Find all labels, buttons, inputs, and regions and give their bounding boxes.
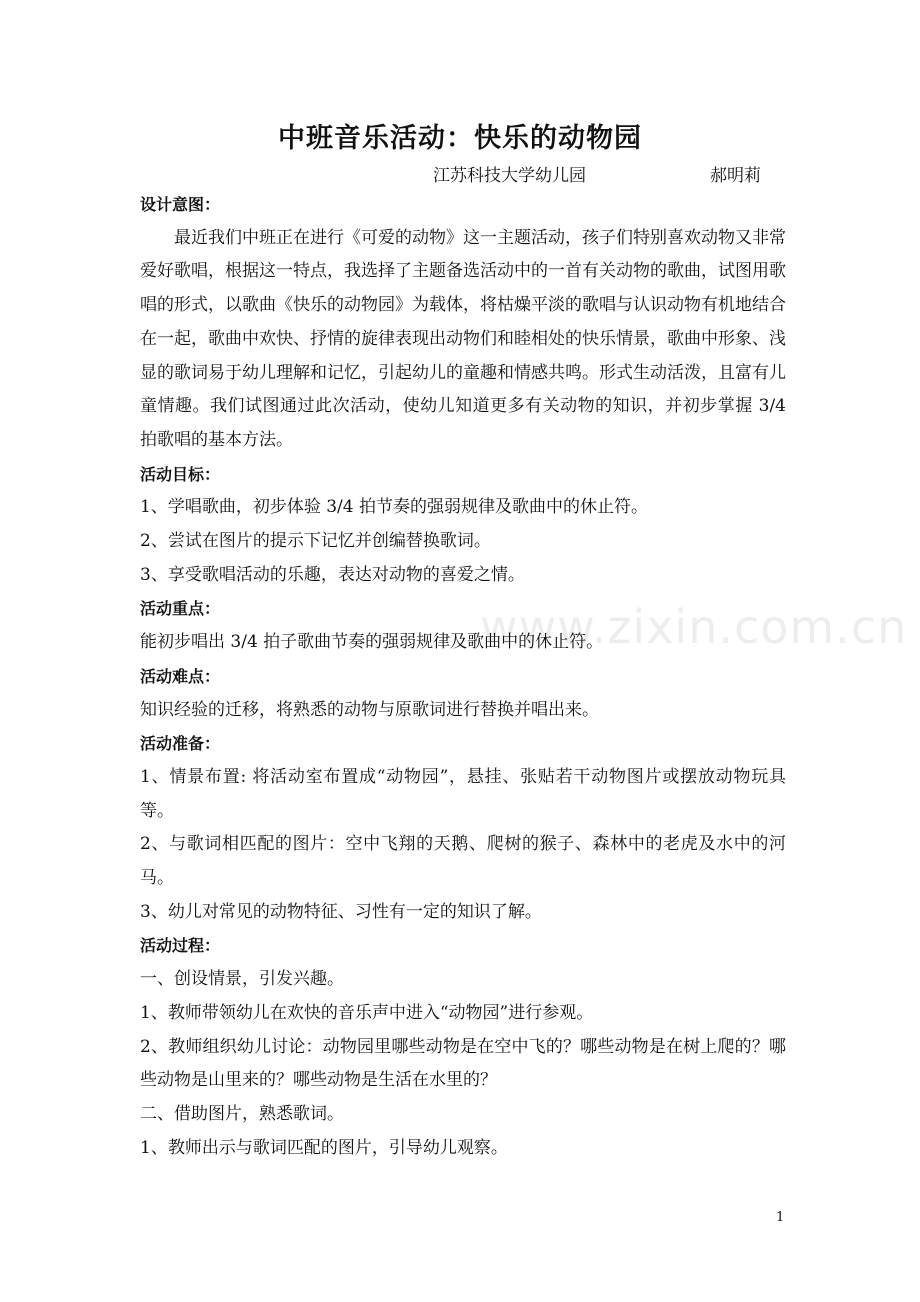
goal-item: 3、享受歌唱活动的乐趣，表达对动物的喜爱之情。 — [140, 564, 525, 585]
key-text: 能初步唱出 3/4 拍子歌曲节奏的强弱规律及歌曲中的休止符。 — [140, 632, 604, 653]
goals-heading: 活动目标： — [140, 464, 221, 484]
process-heading: 活动过程： — [140, 936, 221, 956]
process-item: 一、创设情景，引发兴趣。 — [140, 969, 344, 990]
author-name: 郝明莉 — [710, 166, 761, 186]
design-heading: 设计意图： — [140, 195, 221, 214]
school-name: 江苏科技大学幼儿园 — [433, 166, 586, 186]
difficulty-text: 知识经验的迁移，将熟悉的动物与原歌词进行替换并唱出来。 — [140, 699, 599, 720]
process-item: 1、教师带领幼儿在欢快的音乐声中进入“动物园”进行参观。 — [140, 1002, 594, 1023]
watermark: www.zixin.com.cn — [480, 600, 908, 654]
prep-item: 3、幼儿对常见的动物特征、习性有一定的知识了解。 — [140, 901, 542, 922]
process-item: 二、借助图片，熟悉歌词。 — [140, 1103, 344, 1124]
prep-item: 2、与歌词相匹配的图片：空中飞翔的天鹅、爬树的猴子、森林中的老虎及水中的河马。 — [140, 834, 786, 889]
page-number: 1 — [776, 1210, 785, 1225]
process-item: 2、教师组织幼儿讨论：动物园里哪些动物是在空中飞的？哪些动物是在树上爬的？哪些动物是山里来的？哪些动物是生活在水里的？ — [140, 1036, 786, 1091]
prep-heading: 活动准备： — [140, 734, 221, 754]
design-paragraph: 最近我们中班正在进行《可爱的动物》这一主题活动，孩子们特别喜欢动物又非常爱好歌唱，根据这一特点，我选择了主题备选活动中的一首有关动物的歌曲，试图用歌唱的形式，以歌曲《快乐的动物园》为载体，将枯燥平淡的歌唱与认识动物有机地结合在一起，歌曲中欢快、抒情的旋律表现出动物们和睦相处的快乐情景，歌曲中形象、浅显的歌词易于幼儿理解和记忆，引起幼儿的童趣和情感共鸣。形式生动活泼，且富有儿童情趣。我们试图通过此次活动，使幼儿知道更多有关动物的知识，并初步掌握 3/4 拍歌唱的基本方法。 — [140, 227, 786, 450]
document-body — [140, 188, 786, 1165]
goal-item: 2、尝试在图片的提示下记忆并创编替换歌词。 — [140, 531, 491, 552]
document-title: 中班音乐活动：快乐的动物园 — [278, 123, 642, 154]
difficulty-heading: 活动难点： — [140, 666, 221, 686]
process-item: 1、教师出示与歌词匹配的图片，引导幼儿观察。 — [140, 1137, 508, 1158]
key-heading: 活动重点： — [140, 599, 221, 619]
prep-item: 1、情景布置: 将活动室布置成“动物园”，悬挂、张贴若干动物图片或摆放动物玩具等。 — [140, 766, 786, 821]
goal-item: 1、学唱歌曲，初步体验 3/4 拍节奏的强弱规律及歌曲中的休止符。 — [140, 497, 648, 518]
